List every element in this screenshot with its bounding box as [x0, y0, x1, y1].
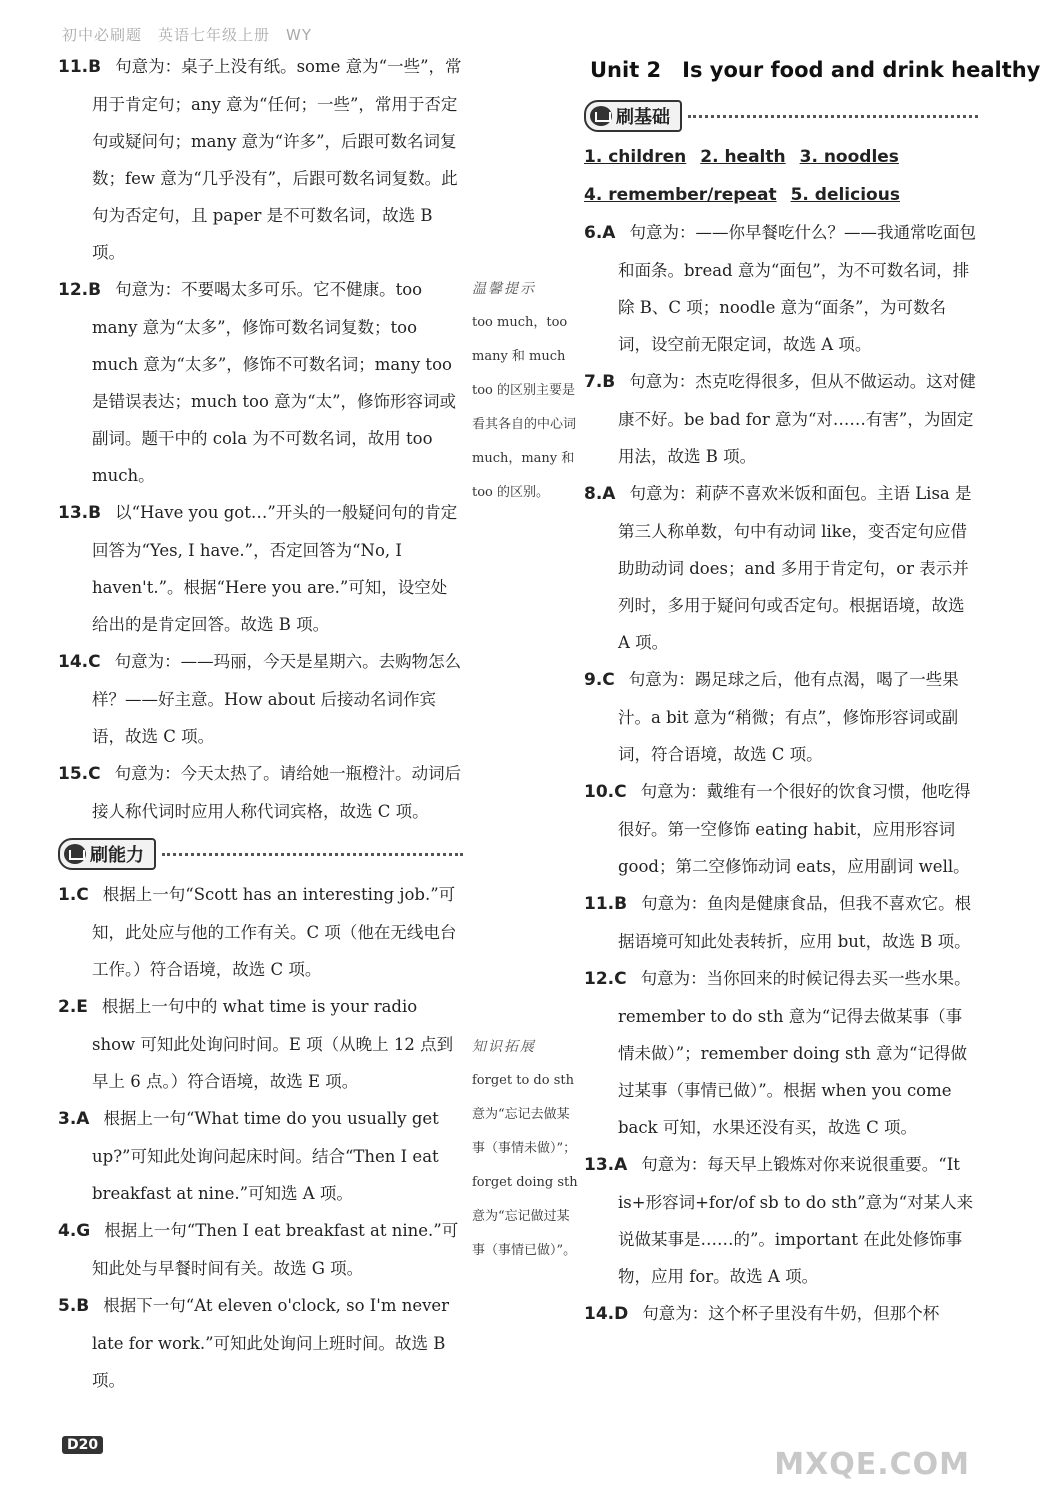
section-basic-header — [584, 98, 978, 134]
ability-item-2: 2.E 根据上一句中的 what time is your radio show 可知此处询问时间。E 项（从晚上 12 点到早上 6 点。）符合语境，故选 E 项。 — [58, 997, 454, 1091]
answer-item-14: 14.C 句意为：——玛丽，今天是星期六。去购物怎么样？——好主意。How about 后接动名词作宾语，故选 C 项。 — [58, 652, 462, 746]
answer-item-12: 12.B 句意为：不要喝太多可乐。它不健康。too many 意为“太多”，修饰可数名词复数；too much 意为“太多”，修饰不可数名词；many too 是错误表达；much too 意为“太”，修饰形容词或副词。题干中的 cola 为不可数名词，故用 too much。 — [58, 280, 456, 485]
answer-item-7: 7.B 句意为：杰克吃得很多，但从不做运动。这对健康不好。be bad for 意为“对……有害”，为固定用法，故选 B 项。 — [584, 372, 976, 466]
section-ability-header — [58, 836, 463, 872]
book-icon — [590, 106, 612, 126]
fill-answers-line-1: 1. children 2. health 3. noodles — [584, 147, 899, 167]
watermark: MXQE.COM — [774, 1447, 970, 1482]
page-number: D20 — [62, 1436, 103, 1454]
answer-item-13: 13.B 以“Have you got…”开头的一般疑问句的肯定回答为“Yes, I have.”，否定回答为“No, I haven't.”。根据“Here you are.”可知，设空处给出的是肯定回答。故选 B 项。 — [58, 503, 458, 634]
ability-item-4: 4.G 根据上一句“Then I eat breakfast at nine.”可知此处与早餐时间有关。故选 G 项。 — [58, 1221, 459, 1278]
dotted-divider — [688, 115, 978, 118]
section-basic-title: 刷基础 — [616, 107, 670, 128]
answer-item-8: 8.A 句意为：莉萨不喜欢米饭和面包。主语 Lisa 是第三人称单数，句中有动词 like，变否定句应借助助动词 does；and 多用于肯定句，or 表示并列时，多用于疑问句或否定句。根据语境，故选 A 项。 — [584, 484, 972, 652]
answer-item-14-right: 14.D 句意为：这个杯子里没有牛奶，但那个杯 — [584, 1304, 940, 1324]
right-column — [584, 50, 1040, 1333]
ability-item-1: 1.C 根据上一句“Scott has an interesting job.”可知，此处应与他的工作有关。C 项（他在无线电台工作。）符合语境，故选 C 项。 — [58, 885, 457, 979]
fill-answers-line-2: 4. remember/repeat 5. delicious — [584, 185, 900, 205]
book-icon — [64, 844, 86, 864]
ability-item-3: 3.A 根据上一句“What time do you usually get up?”可知此处询问起床时间。结合“Then I eat breakfast at nine.”可知选 A 项。 — [58, 1109, 439, 1203]
page-header: 初中必刷题 英语七年级上册 WY — [62, 26, 312, 44]
ability-item-5: 5.B 根据下一句“At eleven o'clock, so I'm never late for work.”可知此处询问上班时间。故选 B 项。 — [58, 1296, 450, 1390]
tip-text: too much，too many 和 much too 的区别主要是看其各自的中心词 much，many 和 too 的区别。 — [472, 315, 577, 500]
section-ability-title: 刷能力 — [90, 845, 144, 866]
answer-item-11: 11.B 句意为：桌子上没有纸。some 意为“一些”，常用于肯定句；any 意为“任何；一些”，常用于否定句或疑问句；many 意为“许多”，后跟可数名词复数；few 意为“几乎没有”，后跟可数名词复数。此句为否定句，且 paper 是不可数名词，故选 B 项。 — [58, 57, 462, 262]
tip-box — [472, 272, 580, 510]
answer-item-9: 9.C 句意为：踢足球之后，他有点渴，喝了一些果汁。a bit 意为“稍微；有点”，修饰形容词或副词，符合语境，故选 C 项。 — [584, 670, 959, 764]
knowledge-title: 知识拓展 — [472, 1039, 536, 1055]
answer-item-13-right: 13.A 句意为：每天早上锻炼对你来说很重要。“It is+形容词+for/of sb to do sth”意为“对某人来说做某事是……的”。important 在此处修饰事物，应用 for。故选 A 项。 — [584, 1155, 974, 1286]
answer-item-6: 6.A 句意为：——你早餐吃什么？——我通常吃面包和面条。bread 意为“面包”，为不可数名词，排除 B、C 项；noodle 意为“面条”，为可数名词，设空前无限定词，故选 A 项。 — [584, 223, 976, 354]
tip-title: 温馨提示 — [472, 281, 536, 297]
knowledge-box — [472, 1030, 580, 1268]
answer-item-10: 10.C 句意为：戴维有一个很好的饮食习惯，他吃得很好。第一空修饰 eating habit，应用形容词 good；第二空修饰动词 eats，应用副词 well。 — [584, 782, 971, 876]
left-column — [58, 48, 463, 1399]
unit-title: Unit 2 Is your food and drink healthy — [590, 58, 1040, 82]
knowledge-text: forget to do sth 意为“忘记去做某事（事情未做）”；forget doing sth 意为“忘记做过某事（事情已做）”。 — [472, 1073, 578, 1258]
answer-item-11-right: 11.B 句意为：鱼肉是健康食品，但我不喜欢它。根据语境可知此处表转折，应用 but，故选 B 项。 — [584, 894, 972, 951]
answer-item-15: 15.C 句意为：今天太热了。请给她一瓶橙汁。动词后接人称代词时应用人称代词宾格，故选 C 项。 — [58, 764, 462, 821]
answer-item-12-right: 12.C 句意为：当你回来的时候记得去买一些水果。remember to do sth 意为“记得去做某事（事情未做）”；remember doing sth 意为“记得做过某事（事情已做）”。根据 when you come back 可知，水果还没有买，故选 C 项。 — [584, 969, 971, 1137]
dotted-divider — [162, 853, 463, 856]
